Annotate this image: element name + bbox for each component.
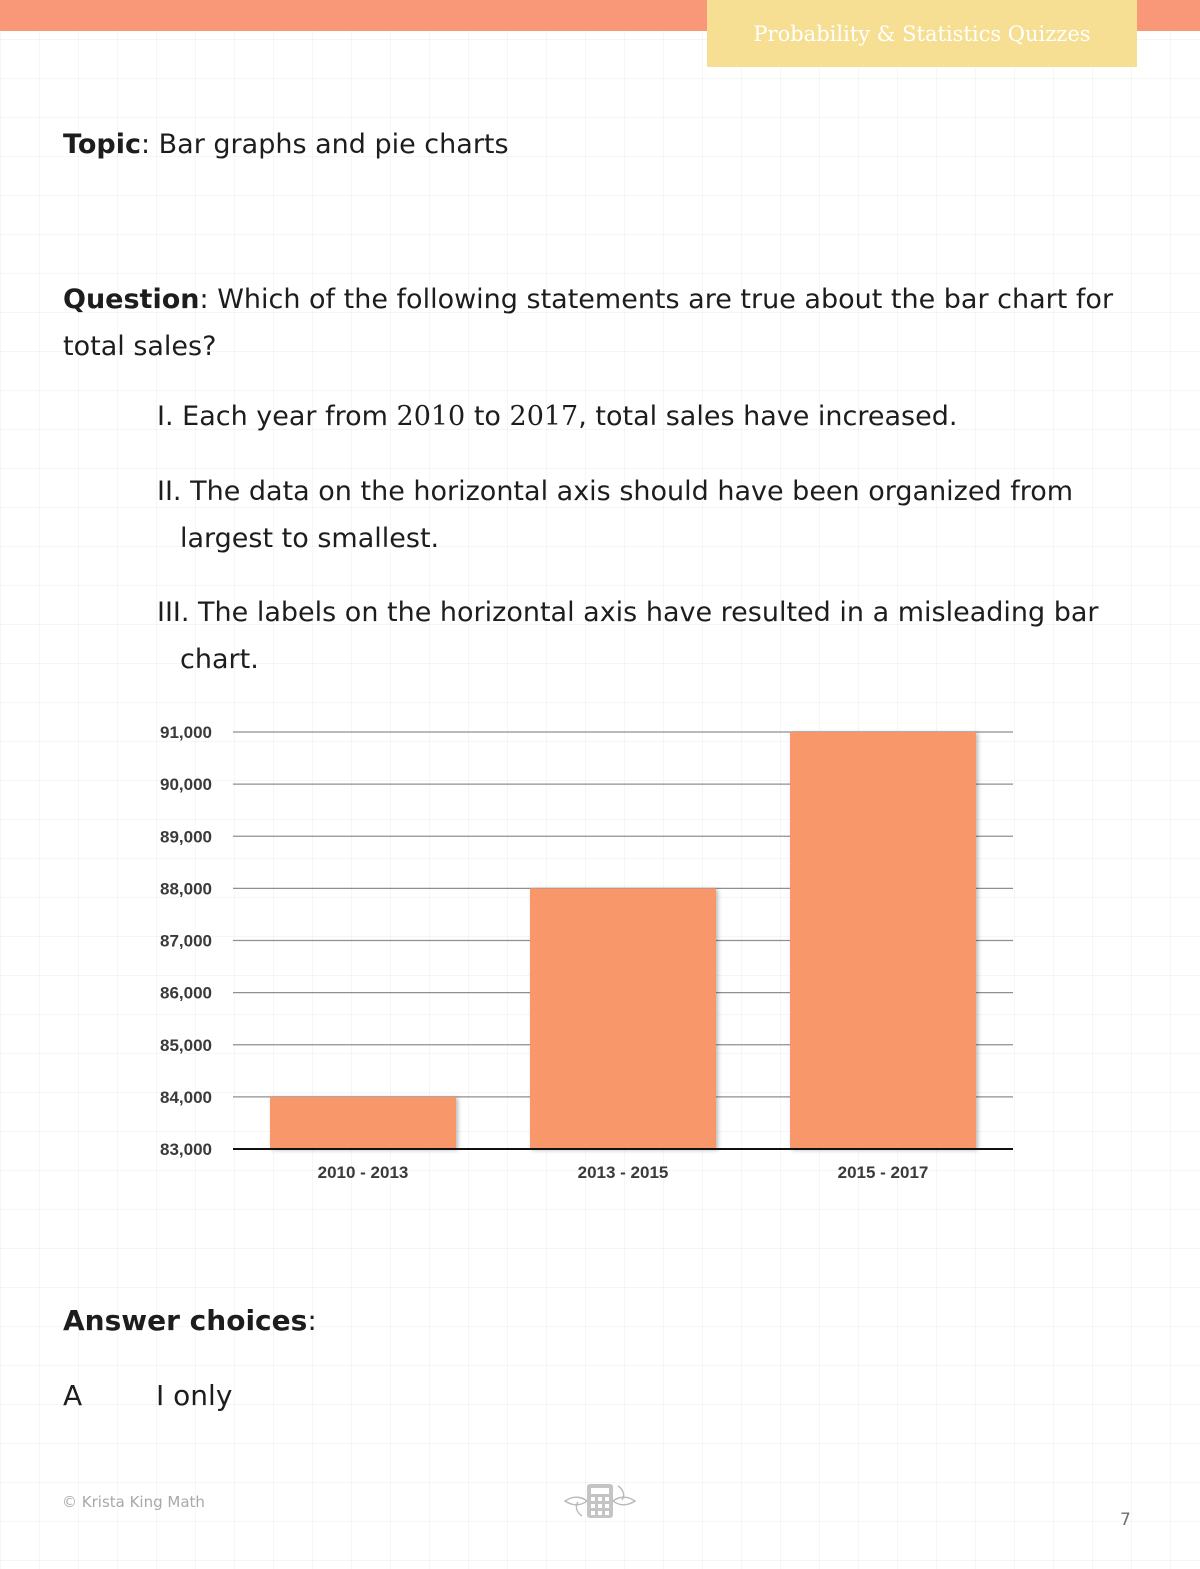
x-tick-label: 2013 - 2015: [577, 1163, 669, 1182]
y-tick-label: 84,000: [160, 1087, 212, 1107]
y-tick-label: 87,000: [160, 931, 212, 951]
question-text: Which of the following statements are true about the bar chart for total sales?: [63, 284, 1114, 362]
y-tick-label: 90,000: [160, 775, 212, 795]
statement-1-post: , total sales have increased.: [578, 401, 958, 432]
statement-3-line-2: chart.: [180, 644, 259, 675]
statement-2-line-1: II. The data on the horizontal axis should have been organized from: [157, 476, 1074, 507]
page-number: 7: [1120, 1510, 1131, 1530]
statement-1-mid: to: [465, 401, 510, 432]
topic-line: [63, 126, 509, 164]
statement-1-year-start: 2010: [396, 401, 466, 432]
y-tick-label: 86,000: [160, 983, 212, 1003]
answer-choices-heading: [63, 1302, 317, 1340]
y-tick-label: 91,000: [160, 723, 212, 742]
answer-choices-separator: :: [307, 1304, 317, 1337]
bar: [530, 888, 716, 1149]
y-tick-label: 88,000: [160, 879, 212, 899]
x-tick-label: 2015 - 2017: [837, 1163, 929, 1182]
statement-2: [157, 468, 1147, 562]
calculator-laurel-icon: [562, 1480, 638, 1522]
statement-3: [157, 589, 1147, 683]
question-separator: :: [199, 284, 209, 315]
question-text-block: [63, 276, 1123, 370]
answer-choices-title: Answer choices: [63, 1304, 308, 1337]
topic-separator: :: [140, 129, 151, 160]
y-tick-label: 89,000: [160, 827, 212, 847]
header-title: Probability & Statistics Quizzes: [753, 21, 1091, 46]
bar: [790, 732, 976, 1149]
x-tick-label: 2010 - 2013: [317, 1163, 409, 1182]
choice-a-text[interactable]: I only: [156, 1379, 233, 1412]
bar: [270, 1097, 456, 1149]
y-tick-label: 85,000: [160, 1035, 212, 1055]
question-label: Question: [63, 284, 200, 315]
copyright-text: © Krista King Math: [62, 1493, 205, 1511]
y-tick-label: 83,000: [160, 1140, 212, 1159]
statement-2-line-2: largest to smallest.: [180, 523, 440, 554]
header-tab: [707, 0, 1137, 67]
statement-3-line-1: III. The labels on the horizontal axis have resulted in a misleading bar: [157, 597, 1099, 628]
topic-label: Topic: [63, 129, 141, 160]
statement-1: [157, 393, 1147, 440]
choice-a-letter[interactable]: A: [63, 1379, 83, 1412]
statement-1-pre: I. Each year from: [157, 401, 397, 432]
sales-bar-chart: [140, 715, 1040, 1205]
statement-1-year-end: 2017: [509, 401, 579, 432]
topic-text: Bar graphs and pie charts: [150, 129, 509, 160]
